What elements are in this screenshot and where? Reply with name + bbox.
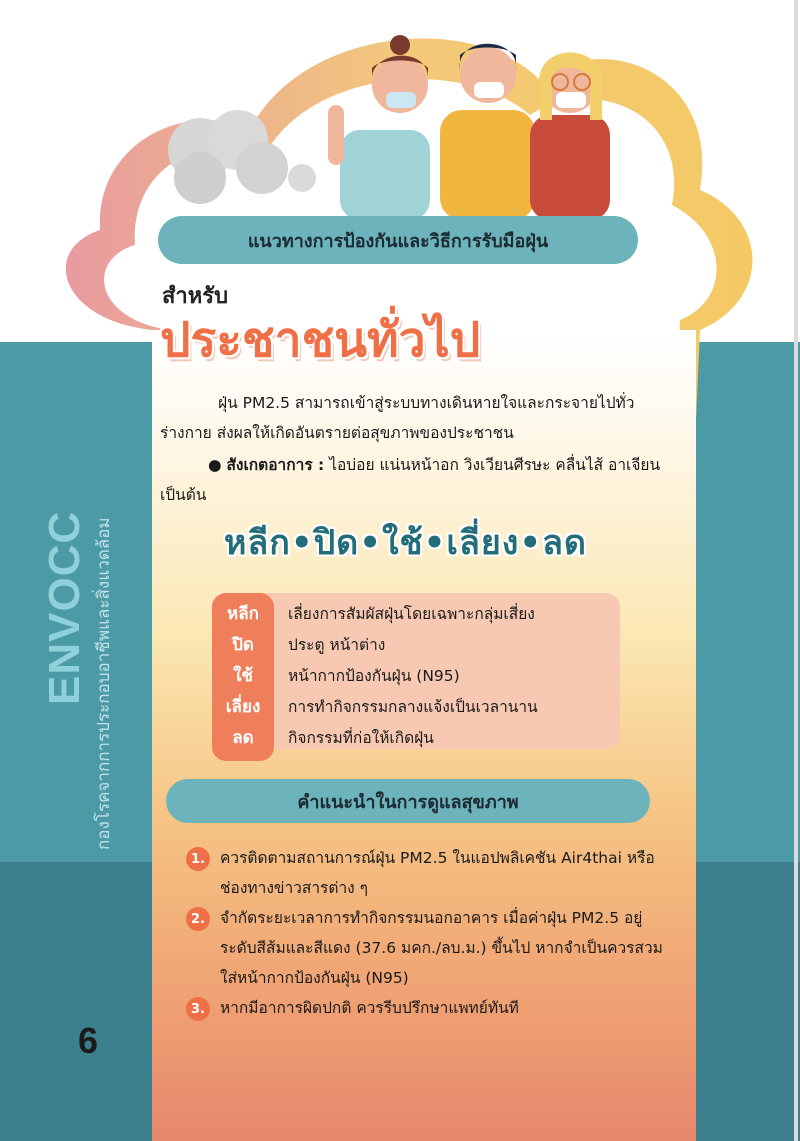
list-text: จำกัดระยะเวลาการทำกิจกรรมนอกอาคาร เมื่อค่าฝุ่น PM2.5 อยู่ระดับสีส้มและสีแดง (37.6 มคก./ลบ.ม.) ขึ้นไป หากจำเป็นควรสวมใส่หน้ากากป้องกันฝุ่น (N95) <box>220 909 663 987</box>
row-text: กิจกรรมที่ก่อให้เกิดฝุ่น <box>288 728 434 747</box>
symptoms-label: สังเกตอาการ : <box>226 456 325 474</box>
symptoms-paragraph: ● สังเกตอาการ : ไอบ่อย แน่นหน้าอก วิงเวียนศีรษะ คลื่นไส้ อาเจียนเป็นต้น <box>160 456 661 504</box>
table-row <box>212 691 538 721</box>
row-key: ปิด <box>232 634 254 655</box>
list-number: 3. <box>186 997 210 1021</box>
intro-paragraph: ฝุ่น PM2.5 สามารถเข้าสู่ระบบทางเดินหายใจและกระจายไปทั่วร่างกาย ส่งผลให้เกิดอันตรายต่อสุขภาพของประชาชน <box>160 394 635 442</box>
table-row <box>212 722 434 752</box>
page-number: 6 <box>78 1020 99 1061</box>
slogan: หลีก•ปิด•ใช้•เลี่ยง•ลด <box>224 523 587 563</box>
side-org: กองโรคจากการประกอบอาชีพและสิ่งแวดล้อม <box>94 517 114 850</box>
table-row <box>212 629 385 659</box>
row-text: การทำกิจกรรมกลางแจ้งเป็นเวลานาน <box>288 697 538 716</box>
list-item <box>186 993 676 1023</box>
row-key: เลี่ยง <box>225 696 261 717</box>
list-item <box>186 903 676 993</box>
row-text: เลี่ยงการสัมผัสฝุ่นโดยเฉพาะกลุ่มเสี่ยง <box>288 604 535 623</box>
side-label <box>20 490 140 850</box>
page-title: แนวทางการป้องกันและวิธีการรับมือฝุ่น <box>158 216 638 264</box>
headline: ประชาชนทั่วไป <box>160 312 481 368</box>
row-text: หน้ากากป้องกันฝุ่น (N95) <box>288 666 460 685</box>
list-item <box>186 843 676 903</box>
list-number: 2. <box>186 907 210 931</box>
row-key: ใช้ <box>233 665 253 686</box>
table-row <box>212 598 535 628</box>
list-text: หากมีอาการผิดปกติ ควรรีบปรึกษาแพทย์ทันที <box>220 999 519 1017</box>
row-text: ประตู หน้าต่าง <box>288 635 386 654</box>
table-row <box>212 660 460 690</box>
symptoms-text: ไอบ่อย แน่นหน้าอก วิงเวียนศีรษะ คลื่นไส้ อาเจียนเป็นต้น <box>160 456 661 504</box>
side-brand: ENVOCC <box>40 510 89 705</box>
row-key: หลีก <box>227 603 259 624</box>
advice-heading: คำแนะนำในการดูแลสุขภาพ <box>166 779 650 823</box>
list-text: ควรติดตามสถานการณ์ฝุ่น PM2.5 ในแอปพลิเคชัน Air4thai หรือช่องทางข่าวสารต่าง ๆ <box>220 849 655 897</box>
for-label: สำหรับ <box>162 284 229 309</box>
row-key: ลด <box>232 727 254 748</box>
list-number: 1. <box>186 847 210 871</box>
